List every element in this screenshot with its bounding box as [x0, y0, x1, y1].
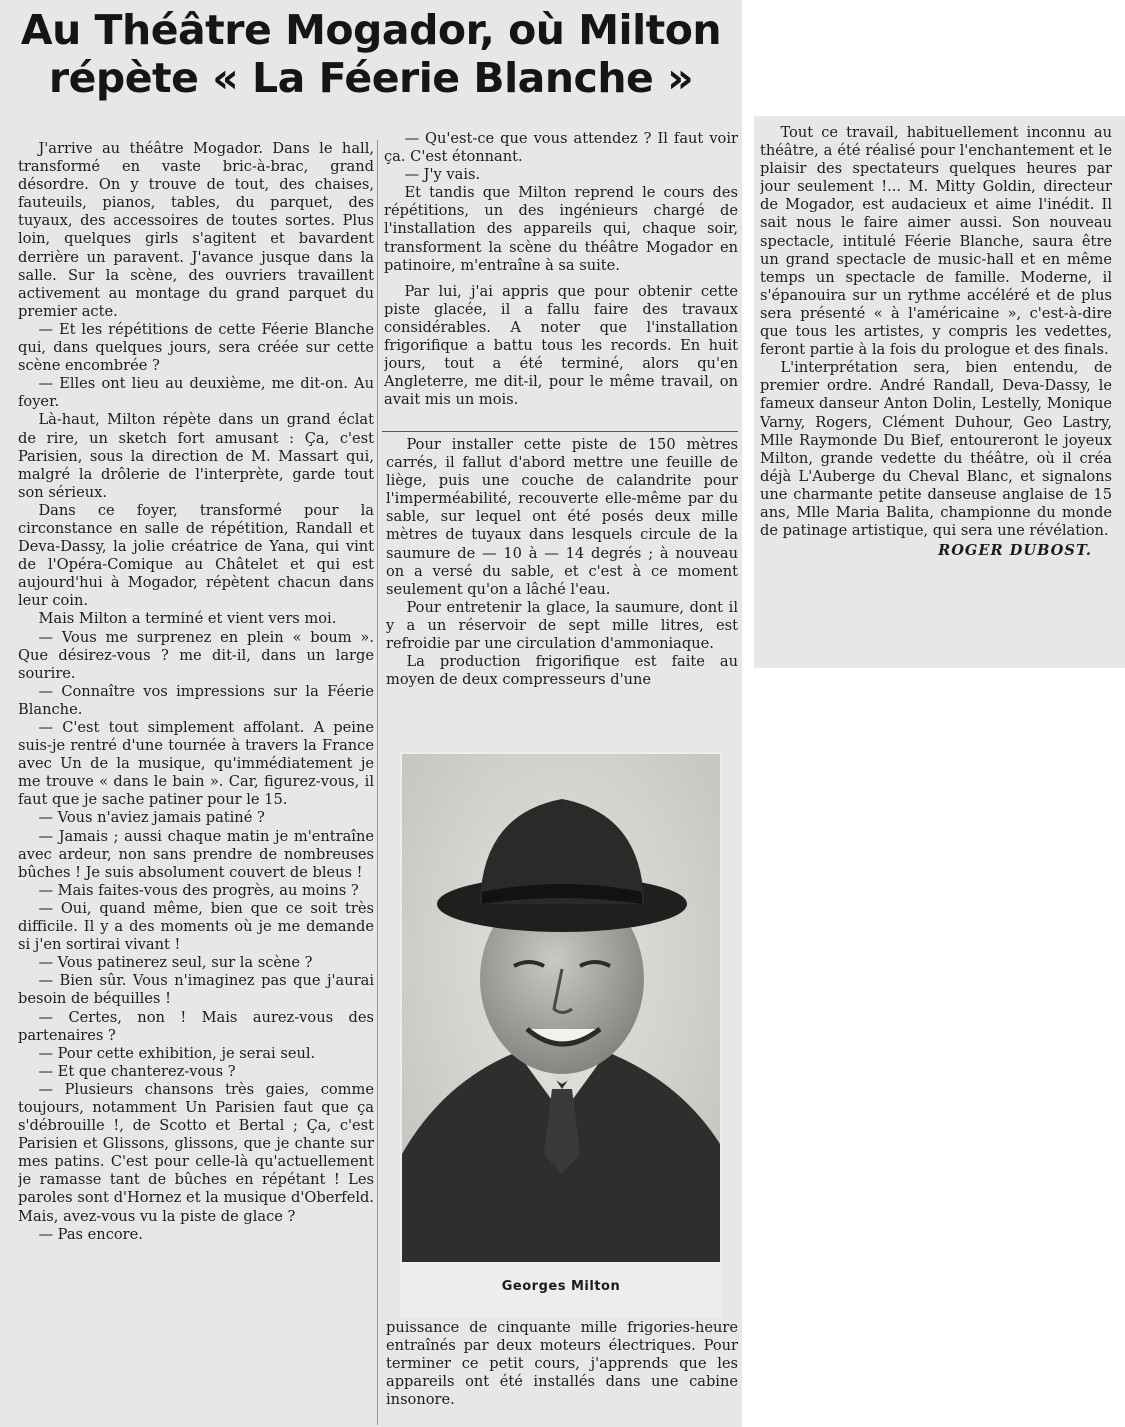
headline-line-2: répète « La Féerie Blanche »	[48, 54, 694, 102]
paragraph: — Qu'est-ce que vous attendez ? Il faut voir ça. C'est étonnant.	[384, 130, 738, 166]
headline-line-1: Au Théâtre Mogador, où Milton	[20, 6, 722, 54]
paragraph: Mais Milton a terminé et vient vers moi.	[38, 610, 337, 628]
paragraph: — Jamais ; aussi chaque matin je m'entraîne avec ardeur, non sans prendre de nombreuses bûches ! Je suis absolument couvert de bleus !	[18, 827, 374, 881]
paragraph: Tout ce travail, habituellement inconnu au théâtre, a été réalisé pour l'enchantement et le plaisir des spectateurs quelques heures par jour seulement !... M. Mitty Goldin, directeur de Mogador, est audacieux et aime l'inédit. Il sait nous le faire aimer aussi. Son nouveau spectacle, intitulé Féerie Blanche, saura être un grand spectacle de music-hall et en même temps un spectacle de famille. Moderne, il s'épanouira sur un rythme accéléré et de plus sera présenté « à l'américaine », c'est-à-dire que tous les artistes, y compris les vedettes, feront partie à la fois du prologue et des finals.	[760, 124, 1112, 359]
portrait-figure	[400, 752, 722, 1317]
paragraph: J'arrive au théâtre Mogador. Dans le hall, transformé en vaste bric-à-brac, grand désordre. On y trouve de tout, des chaises, fauteuils, pianos, tables, du parquet, des tuyaux, des accessoires de toutes sortes. Plus loin, quelques girls s'agitent et bavardent derrière un paravent. J'avance jusque dans la salle. Sur la scène, des ouvriers travaillent activement au montage du grand parquet du premier acte.	[18, 140, 374, 320]
section-divider	[382, 431, 738, 432]
article-column-3	[760, 124, 1112, 664]
article-clipping-continuation	[754, 116, 1125, 668]
photo-caption: Georges Milton	[501, 1279, 621, 1294]
author-signature: ROGER DUBOST.	[938, 542, 1092, 560]
paragraph: — J'y vais.	[404, 166, 481, 184]
paragraph: — Plusieurs chansons très gaies, comme toujours, notamment Un Parisien faut que ça s'débrouille !, de Scotto et Bertal ; Ça, c'est Parisien et Glissons, glissons, que je chante sur mes patins. C'est pour celle-là qu'actuellement je ramasse tant de bûches en répétant ! Les paroles sont d'Hornez et la musique d'Oberfeld. Mais, avez-vous vu la piste de glace ?	[18, 1080, 374, 1225]
paragraph: Là-haut, Milton répète dans un grand éclat de rire, un sketch fort amusant : Ça, c'est Parisien, sous la direction de M. Massart qui, malgré la drôlerie de l'interprète, garde tout son sérieux.	[18, 411, 374, 501]
headline	[6, 0, 736, 102]
article-column-2-middle	[386, 436, 738, 736]
paragraph: — Vous n'aviez jamais patiné ?	[38, 809, 265, 827]
article-column-2-top	[384, 130, 738, 428]
paragraph: — C'est tout simplement affolant. A peine suis-je rentré d'une tournée à travers la France avec Un de la musique, qu'immédiatement je me trouve « dans le bain ». Car, figurez-vous, il faut que je sache patiner pour le 15.	[18, 719, 374, 809]
paragraph: — Et que chanterez-vous ?	[38, 1062, 236, 1080]
paragraph: Pour installer cette piste de 150 mètres carrés, il fallut d'abord mettre une feuille de liège, puis une couche de calandrite pour l'imperméabilité, recouverte elle-même par du sable, sur lequel ont été posés deux mille mètres de tuyaux dans lesquels circule de la saumure de — 10 à — 14 degrés ; à nouveau on a versé du sable, et c'est à ce moment seulement qu'on a lâché l'eau.	[386, 436, 738, 598]
portrait-illustration	[402, 754, 720, 1262]
paragraph: — Mais faites-vous des progrès, au moins ?	[38, 881, 359, 899]
paragraph: — Et les répétitions de cette Féerie Blanche qui, dans quelques jours, sera créée sur cette scène encombrée ?	[18, 320, 374, 375]
paragraph: — Pour cette exhibition, je serai seul.	[38, 1044, 316, 1062]
portrait-photo	[402, 754, 720, 1262]
paragraph: Et tandis que Milton reprend le cours des répétitions, un des ingénieurs chargé de l'installation des appareils qui, chaque soir, transforment la scène du théâtre Mogador en patinoire, m'entraîne à sa suite.	[384, 184, 738, 274]
article-column-1	[18, 140, 374, 1425]
paragraph: puissance de cinquante mille frigories-heure entraînés par deux moteurs électriques. Pour terminer ce petit cours, j'apprends que les appareils ont été installés dans une cabine insonore.	[386, 1319, 738, 1409]
paragraph: — Pas encore.	[38, 1225, 143, 1243]
paragraph: Pour entretenir la glace, la saumure, dont il y a un réservoir de sept mille litres, est refroidie par une circulation d'ammoniaque.	[386, 598, 738, 653]
article-column-2-bottom	[386, 1319, 738, 1427]
paragraph: — Connaître vos impressions sur la Féerie Blanche.	[18, 682, 374, 718]
paragraph: — Bien sûr. Vous n'imaginez pas que j'aurai besoin de béquilles !	[18, 972, 374, 1008]
paragraph: Dans ce foyer, transformé pour la circonstance en salle de répétition, Randall et Deva-Dassy, la jolie créatrice de Yana, qui vint de l'Opéra-Comique au Châtelet et qui est aujourd'hui à Mogador, répètent chacun dans leur coin.	[18, 501, 374, 610]
column-divider	[377, 140, 378, 1425]
paragraph: Par lui, j'ai appris que pour obtenir cette piste glacée, il a fallu faire des travaux considérables. A noter que l'installation frigorifique a battu tous les records. En huit jours, tout a été terminé, alors qu'en Angleterre, me dit-il, pour le même travail, on avait mis un mois.	[384, 282, 738, 409]
paragraph: — Oui, quand même, bien que ce soit très difficile. Il y a des moments où je me demande si j'en sortirai vivant !	[18, 899, 374, 954]
paragraph: — Certes, non ! Mais aurez-vous des partenaires ?	[18, 1008, 374, 1044]
paragraph: — Vous patinerez seul, sur la scène ?	[38, 954, 313, 972]
paragraph: La production frigorifique est faite au moyen de deux compresseurs d'une	[386, 653, 738, 689]
paragraph: — Vous me surprenez en plein « boum ». Que désirez-vous ? me dit-il, dans un large sourire.	[18, 628, 374, 682]
paragraph: L'interprétation sera, bien entendu, de premier ordre. André Randall, Deva-Dassy, le fameux danseur Anton Dolin, Lestelly, Monique Varny, Rogers, Clément Duhour, Geo Lastry, Mlle Raymonde Du Bief, entoureront le joyeux Milton, grande vedette du théâtre, où il créa déjà L'Auberge du Cheval Blanc, et signalons une charmante petite danseuse anglaise de 15 ans, Mlle Maria Balita, championne du monde de patinage artistique, qui sera une révélation.	[760, 359, 1112, 540]
paragraph: — Elles ont lieu au deuxième, me dit-on. Au foyer.	[18, 375, 374, 411]
